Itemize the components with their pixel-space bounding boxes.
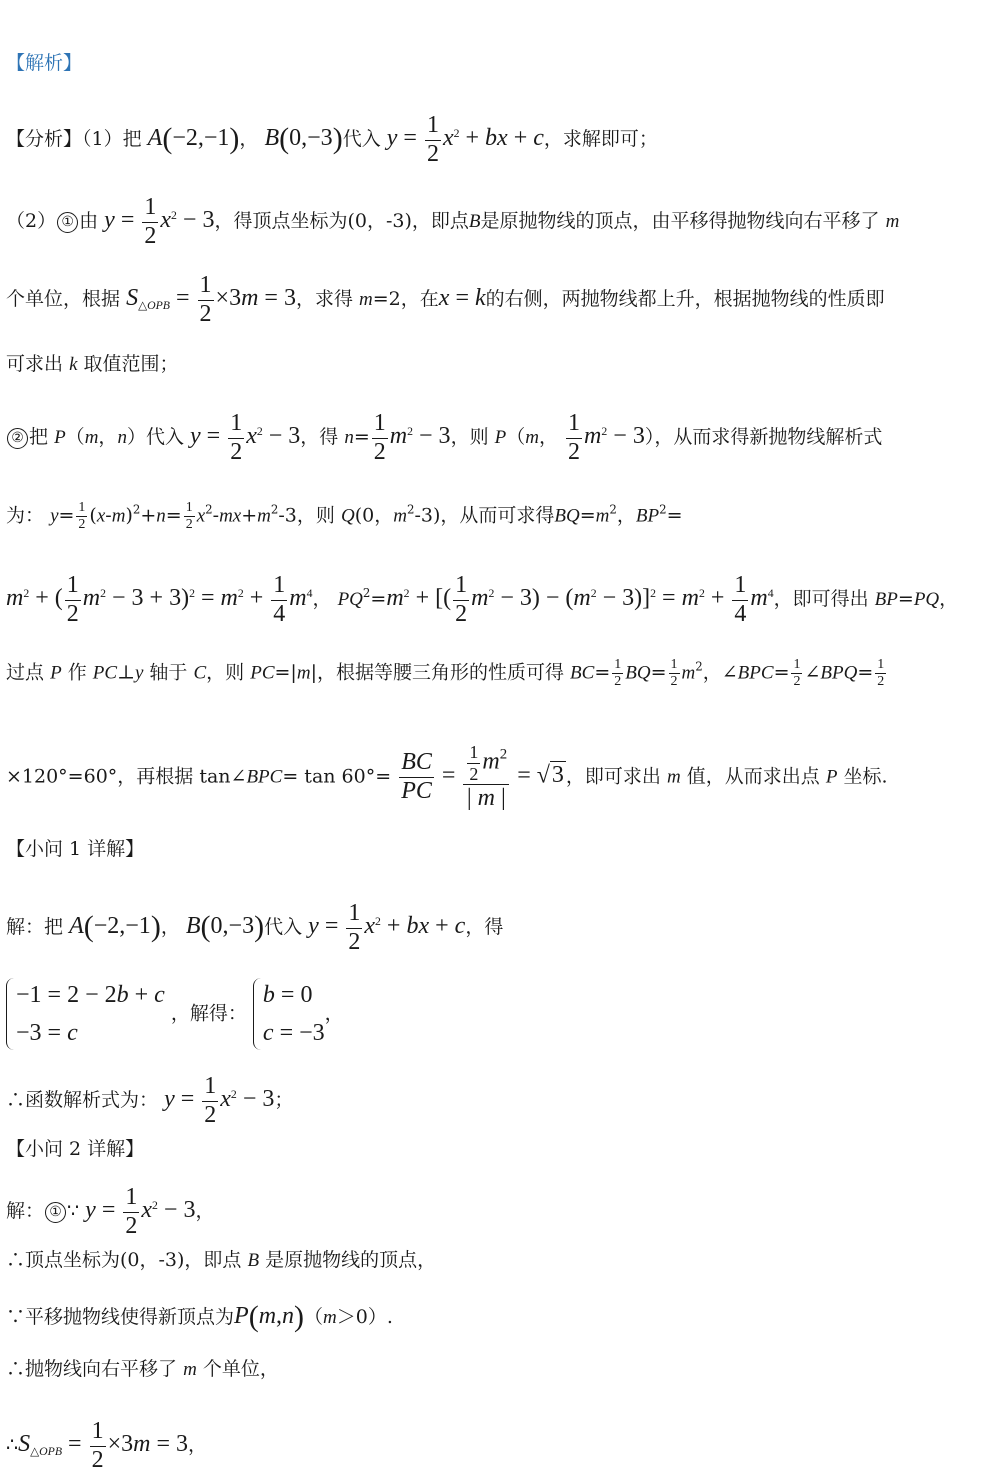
solution1-substitute: 解：把 A(−2,−1)， B(0,−3)代入 y = $\frac{1}{2}$ $x^2$ + bx + c，得: [6, 900, 504, 955]
analysis-part2-2: ② 把 P（m，n）代入 y = $\frac{1}{2}$ $x^2 - 3$，得 n= $\frac{1}{2}$ $m^2 - 3$，则 P（m， $\frac{1}{2}$ $m^2 - 3$），从而求得新抛物线解析式: [6, 410, 983, 466]
equation-system-1: −1 = 2 − 2b + c −3 = c: [6, 976, 165, 1052]
analysis-distances: $m^2$ + ( $\frac{1}{2}$ $m^2 - 3 + 3)^2 = m^2$ + $\frac{1}{4}$ $m^4$， $PQ^2=m^2$ + [( $\frac{1}{2}$ $m^2 - 3) - (m^2 - 3)]^2 = m^2$ + $\frac{1}{4}$ $m^4$，即可得出 BP=PQ，: [6, 572, 959, 627]
analysis-part2-end: 可求出 k 取值范围；: [6, 353, 179, 375]
analysis-new-parabola: 为： y= $\frac{1}{2}$ $(x-m)^2+n=$ $\frac{1}{2}$ $x^2-mx+m^2-3$，则 Q(0，$m^2-3$)，从而可求得$BQ=m^2$，$BP^2=$: [6, 500, 683, 533]
analysis-tan: ×120°=60°，再根据 tan∠BPC= tan 60°= $\frac{BC}{PC}$ = $\frac{1}{2}$ $m^2$ | m | = √3 ，即可求出 m 值，从而求出点 P 坐标.: [6, 742, 888, 812]
analysis-part1: 【分析】（1）把 A(−2,−1)， B(0,−3)代入 y = $\frac{1}{2}$ $x^2$ + bx + c，求解即可；: [6, 112, 658, 167]
solution2-step1: 解： ① ∵ y = $\frac{1}{2}$ $x^2 - 3$，: [6, 1184, 215, 1239]
subquestion2-header: 【小问 2 详解】: [6, 1138, 145, 1160]
analysis-angle: 过点 P 作 PC⊥y 轴于 C，则 PC=|m|，根据等腰三角形的性质可得 BC= $\frac{1}{2}$ BQ= $\frac{1}{2}$ $m^2$，∠BPC= $\frac{1}{2}$ ∠BPQ= $\frac{1}{2}$: [6, 657, 885, 690]
equation-system-2: b = 0 c = −3: [253, 976, 325, 1052]
section-header-analysis: 【解析】: [6, 52, 83, 74]
analysis-part2: （2） ① 由 y = $\frac{1}{2}$ $x^2 - 3$，得顶点坐标为(0，-3)，即点B是原抛物线的顶点，由平移得抛物线向右平移了 m: [6, 194, 900, 249]
solution1-result: ∴函数解析式为： y = $\frac{1}{2}$ $x^2 - 3$；: [6, 1073, 294, 1128]
solution2-shift: ∴抛物线向右平移了 m 个单位，: [6, 1358, 279, 1380]
solution2-translation: ∵平移抛物线使得新顶点为P(m,n)（m＞0）.: [6, 1300, 393, 1333]
solution2-area: $\therefore S_{\triangle OPB}$ = $\frac{1}{2}$ ×3m = 3，: [6, 1418, 208, 1473]
solution2-vertex: ∴顶点坐标为(0，-3)，即点 B 是原抛物线的顶点，: [6, 1249, 437, 1271]
subquestion1-header: 【小问 1 详解】: [6, 838, 145, 860]
analysis-part2-cont: 个单位，根据 $S_{\triangle OPB}$ = $\frac{1}{2}$ ×3m = 3，求得 m=2，在x = k的右侧，两抛物线都上升，根据抛物线的性质即: [6, 272, 885, 327]
fraction-half: $\frac{1}{2}$: [426, 112, 439, 167]
solution1-system: −1 = 2 − 2b + c −3 = c ，解得： b = 0 c = −3 ，: [6, 976, 983, 1052]
